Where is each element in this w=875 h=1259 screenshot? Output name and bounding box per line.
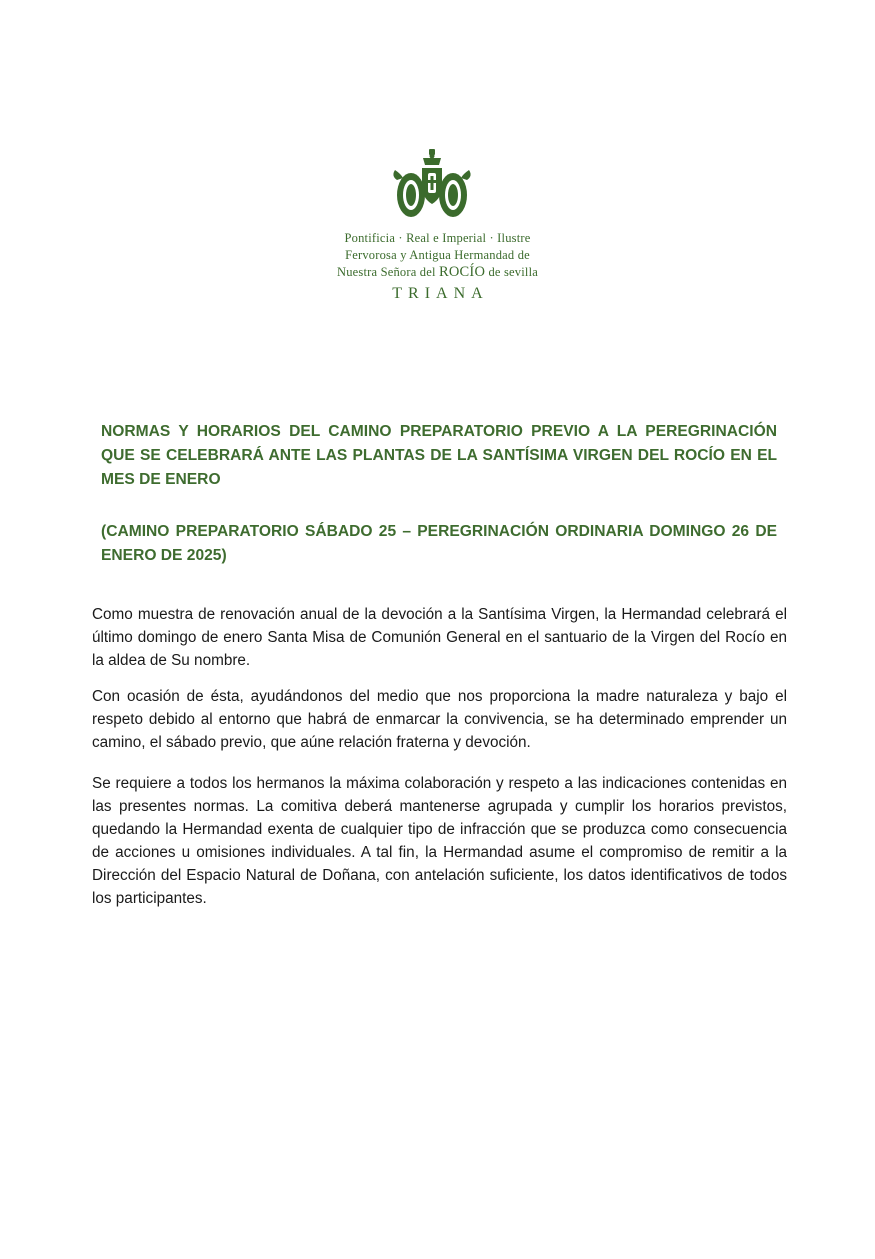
- letterhead-line-3-post: de sevilla: [488, 265, 539, 279]
- letterhead-line-1: Pontificia · Real e Imperial · Ilustre: [344, 231, 531, 245]
- hermandad-crest-icon: [389, 148, 475, 222]
- body-paragraph-3: Se requiere a todos los hermanos la máxima colaboración y respeto a las indicaciones contenidas en las presentes normas. La comitiva deberá mantenerse agrupada y cumplir los horarios previstos, quedando la Hermandad exenta de cualquier tipo de infracción que se produzca como consecuencia de acciones u omisiones individuales. A tal fin, la Hermandad asume el compromiso de remitir a la Dirección del Espacio Natural de Doñana, con antelación suficiente, los datos identificativos de todos los participantes.: [92, 775, 787, 907]
- letterhead: [250, 230, 625, 306]
- letterhead-triana: TRIANA: [392, 285, 489, 302]
- body-paragraph-1: Como muestra de renovación anual de la devoción a la Santísima Virgen, la Hermandad celebrará el último domingo de enero Santa Misa de Comunión General en el santuario de la Virgen del Rocío en la aldea de Su nombre.: [92, 606, 787, 669]
- letterhead-rocio: ROCÍO: [439, 264, 486, 280]
- letterhead-line-3: [250, 264, 625, 281]
- letterhead-line-3-pre: Nuestra Señora del: [336, 265, 436, 279]
- document-title: NORMAS Y HORARIOS DEL CAMINO PREPARATORIO PREVIO A LA PEREGRINACIÓN QUE SE CELEBRARÁ ANTE LAS PLANTAS DE LA SANTÍSIMA VIRGEN DEL ROCÍO EN EL MES DE ENERO: [101, 423, 777, 488]
- body-paragraph-2: Con ocasión de ésta, ayudándonos del medio que nos proporciona la madre naturaleza y bajo el respeto debido al entorno que habrá de enmarcar la convivencia, se ha determinado emprender un camino, el sábado previo, que aúne relación fraterna y devoción.: [92, 688, 787, 751]
- letterhead-line-2: Fervorosa y Antigua Hermandad de: [345, 248, 530, 262]
- document-subtitle: (CAMINO PREPARATORIO SÁBADO 25 – PEREGRINACIÓN ORDINARIA DOMINGO 26 DE ENERO DE 2025): [101, 523, 777, 564]
